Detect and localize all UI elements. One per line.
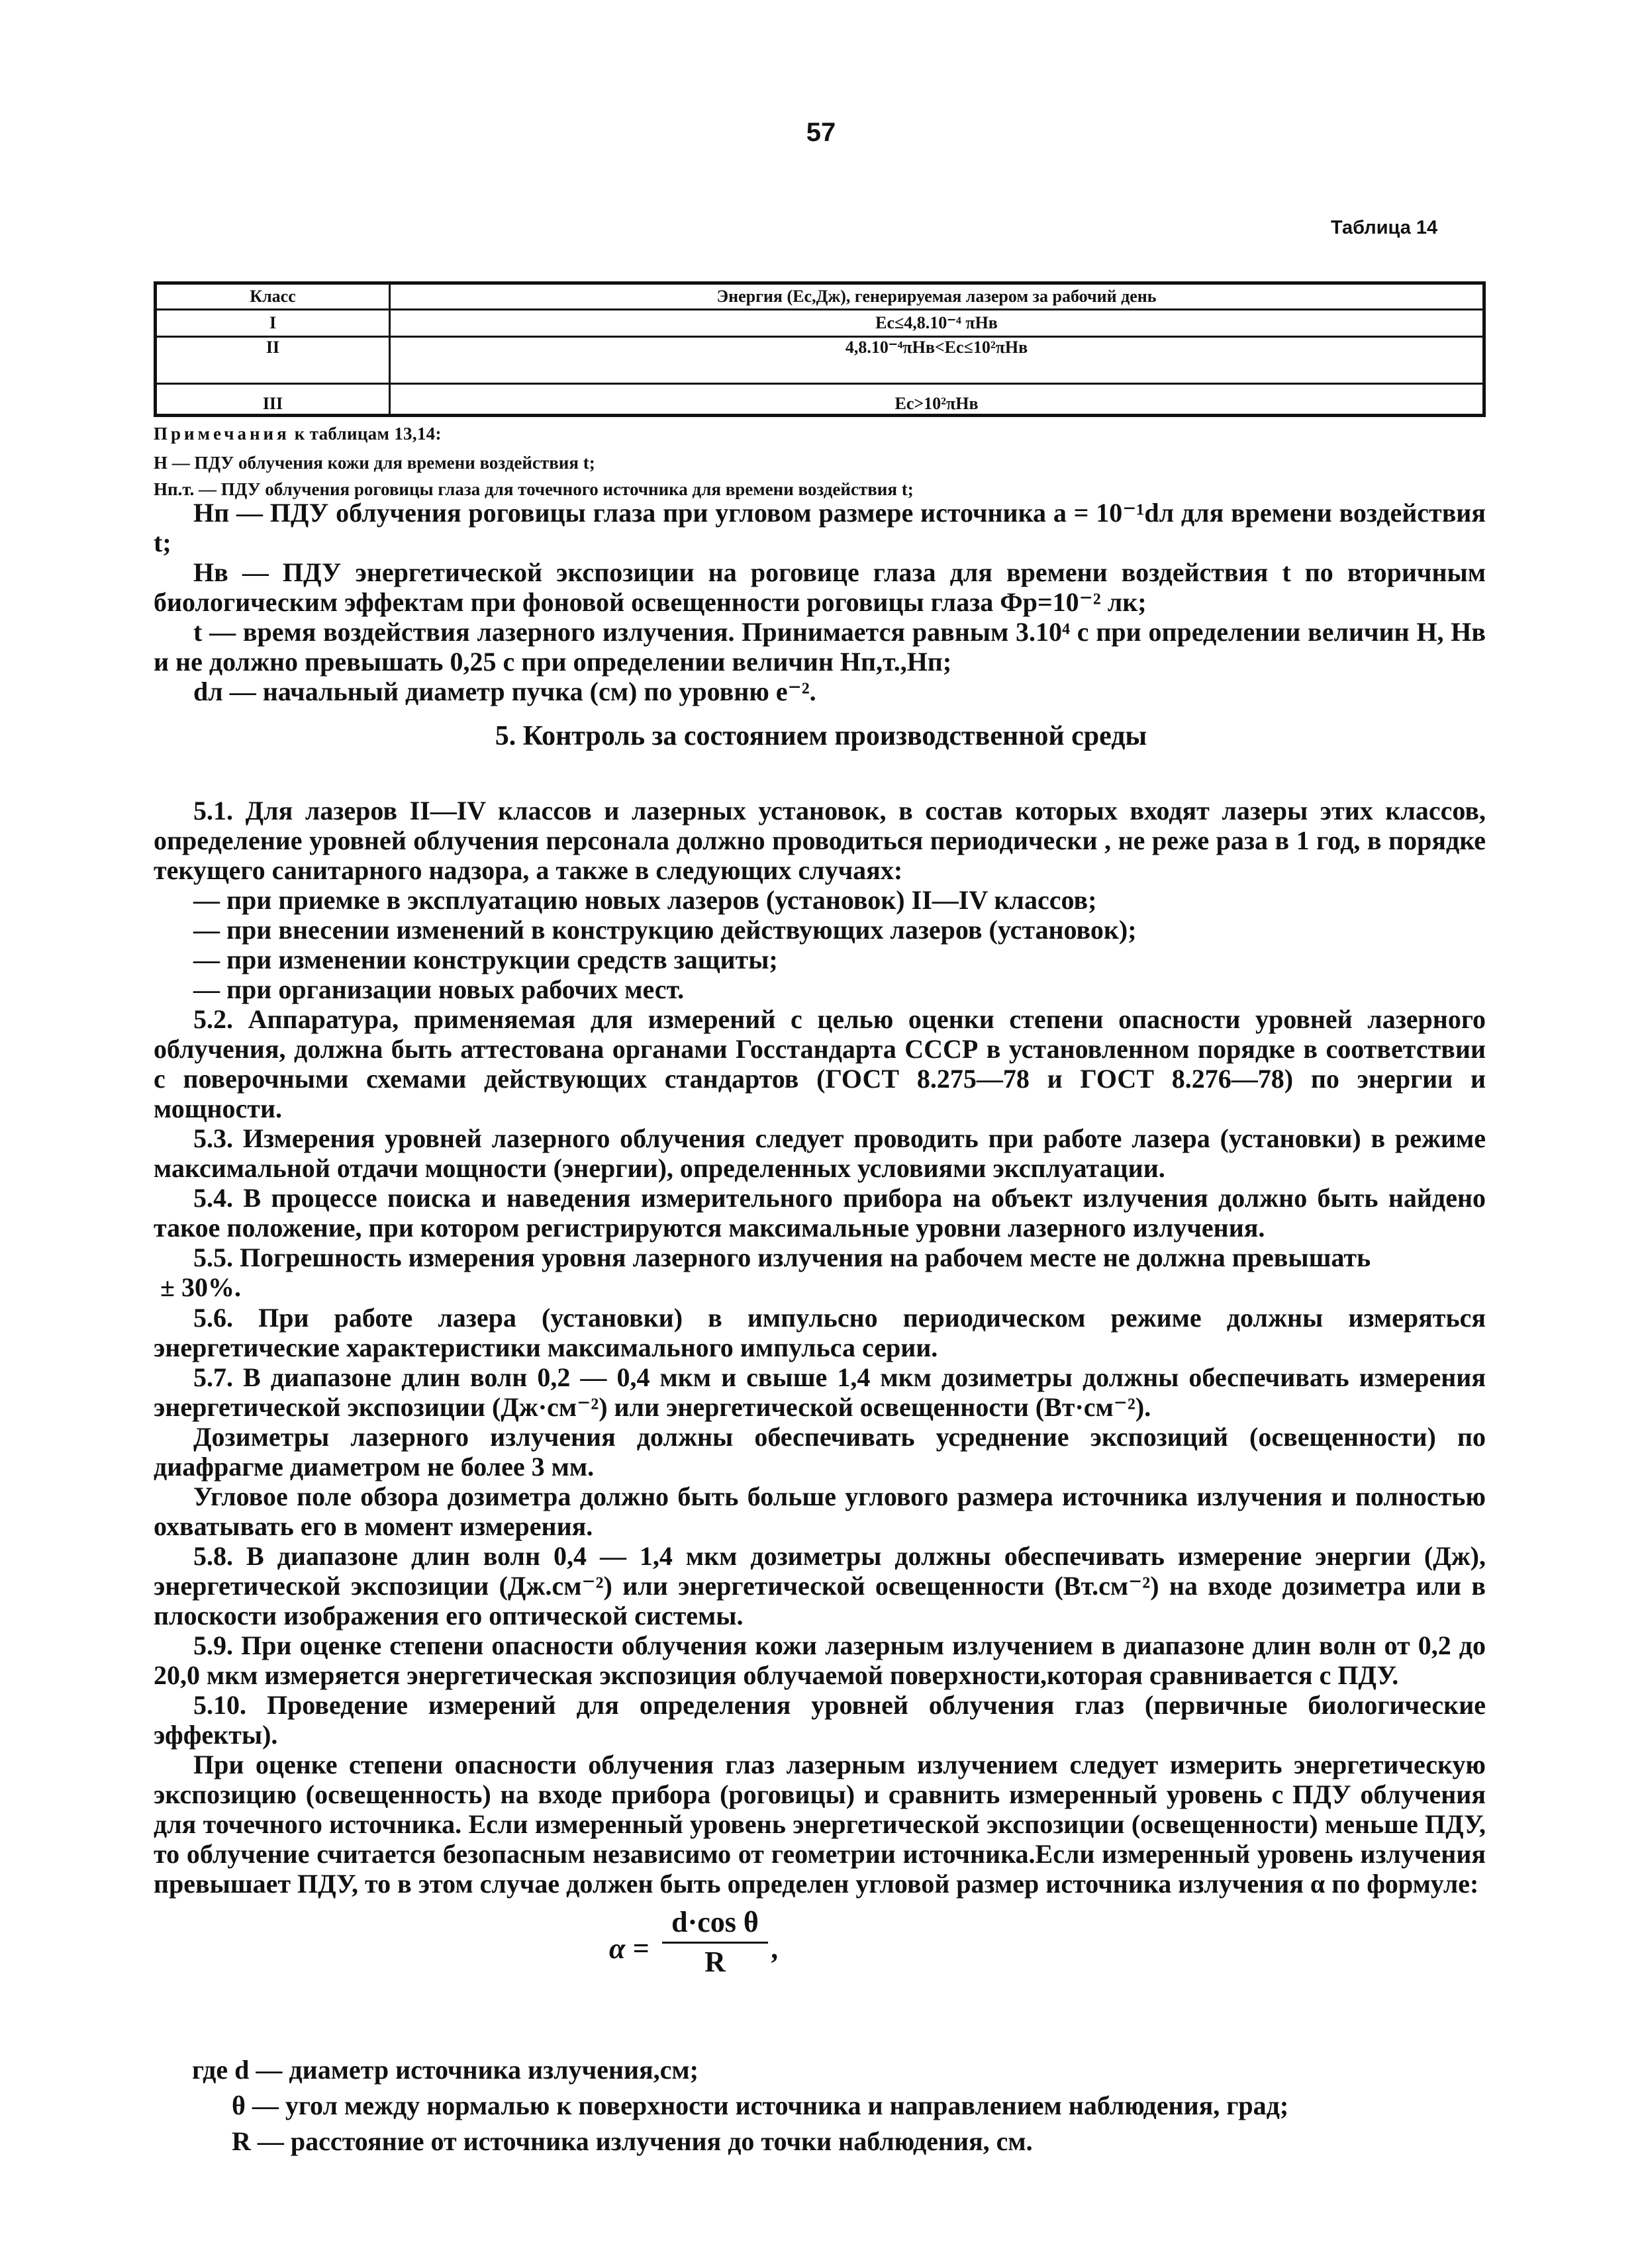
paragraph-5-5-value: ± 30%. — [160, 1272, 241, 1302]
paragraph-5-7-diaphragm: Дозиметры лазерного излучения должны обеспечивать усреднение экспозиций (освещенности) по диафрагме диаметром не более 3 мм. — [154, 1422, 1486, 1482]
table-cell: III — [156, 384, 390, 416]
formula-denominator: R — [704, 1946, 726, 1978]
table-row — [156, 384, 1484, 416]
paragraph-5-3: 5.3. Измерения уровней лазерного облучения следует проводить при работе лазера (установки) в режиме максимальной отдачи мощности (энергии), определенных условиями эксплуатации. — [154, 1123, 1486, 1183]
table-row — [156, 310, 1484, 337]
bullet-item: — при изменении конструкции средств защиты; — [193, 945, 778, 974]
paragraph-5-10: 5.10. Проведение измерений для определения уровней облучения глаз (первичные биологические эффекты). — [154, 1690, 1486, 1750]
note-nb-definition: Нв — ПДУ энергетической экспозиции на роговице глаза для времени воздействия t по вторичным биологическим эффектам при фоновой освещенности роговицы глаза Фр=10⁻² лк; — [154, 557, 1486, 617]
note-t-definition: t — время воздействия лазерного излучения. Принимается равным 3.10⁴ с при определении величин Н, Нв и не должно превышать 0,25 с при определении величин Нп,т.,Нп; — [154, 617, 1486, 677]
notes-heading — [154, 424, 442, 444]
formula-fraction — [662, 1905, 768, 1979]
legend-r: R — расстояние от источника излучения до точки наблюдения, см. — [232, 2126, 1033, 2156]
notes-heading-word: Примечания — [154, 424, 290, 444]
paragraph-5-6: 5.6. При работе лазера (установки) в импульсно периодическом режиме должны измеряться энергетические характеристики максимального импульса серии. — [154, 1303, 1486, 1362]
note-dl-definition: dл — начальный диаметр пучка (см) по уровню e⁻². — [193, 677, 816, 706]
formula-numerator: d·cos θ — [662, 1905, 768, 1944]
notes-body — [154, 498, 1486, 706]
alpha-formula — [609, 1906, 779, 1978]
paragraph-5-9: 5.9. При оценке степени опасности облучения кожи лазерным излучением в диапазоне длин волн от 0,2 до 20,0 мкм измеряется энергетическая экспозиция облучаемой поверхности,которая сравнивается с ПДУ. — [154, 1630, 1486, 1690]
note-hpt-definition: Нп.т. — ПДУ облучения роговицы глаза для точечного источника для времени воздействия t; — [154, 479, 914, 499]
class-energy-table — [154, 281, 1486, 417]
paragraph-5-2: 5.2. Аппаратура, применяемая для измерений с целью оценки степени опасности уровней лазерного облучения, должна быть аттестована органами Госстандарта СССР в установленном порядке в соответствии с поверочными схемами действующих стандартов (ГОСТ 8.275—78 и ГОСТ 8.276—78) по энергии и мощности. — [154, 1004, 1486, 1123]
paragraph-5-4: 5.4. В процессе поиска и наведения измерительного прибора на объект излучения должно быть найдено такое положение, при котором регистрируются максимальные уровни лазерного излучения. — [154, 1183, 1486, 1243]
table-header: Класс — [156, 283, 390, 310]
paragraph-5-7: 5.7. В диапазоне длин волн 0,2 — 0,4 мкм и свыше 1,4 мкм дозиметры должны обеспечивать измерения энергетической экспозиции (Дж·см⁻²) или энергетической освещенности (Вт·см⁻²). — [154, 1362, 1486, 1422]
table-cell: I — [156, 310, 390, 337]
legend-theta: θ — угол между нормалью к поверхности источника и направлением наблюдения, град; — [232, 2091, 1289, 2120]
formula-tail: , — [772, 1932, 779, 1965]
formula-lhs: α = — [609, 1932, 650, 1965]
bullet-item: — при внесении изменений в конструкцию действующих лазеров (установок); — [193, 915, 1137, 945]
notes-heading-rest: к таблицам 13,14: — [289, 424, 442, 444]
note-h-definition: Н — ПДУ облучения кожи для времени воздействия t; — [154, 453, 595, 473]
paragraph-5-5: 5.5. Погрешность измерения уровня лазерного излучения на рабочем месте не должна превышать — [193, 1243, 1371, 1272]
table-cell: II — [156, 337, 390, 384]
formula-legend — [192, 2052, 1288, 2159]
paragraph-5-1: 5.1. Для лазеров II—IV классов и лазерных установок, в состав которых входят лазеры этих классов, определение уровней облучения персонала должно проводиться периодически , не реже раза в 1 год, в порядке текущего санитарного надзора, а также в следующих случаях: — [154, 796, 1486, 885]
page-number: 57 — [806, 118, 836, 147]
paragraph-5-10-text: При оценке степени опасности облучения глаз лазерным излучением следует измерить энергетическую экспозицию (освещенность) на входе прибора (роговицы) и сравнить измеренный уровень с ПДУ облучения для точечного источника. Если измеренный уровень энергетической экспозиции (освещенности) меньше ПДУ, то облучение считается безопасным независимо от геометрии источника.Если измеренный уровень излучения превышает ПДУ, то в этом случае должен быть определен угловой размер источника излучения α по формуле: — [154, 1750, 1486, 1899]
paragraph-5-7-field: Угловое поле обзора дозиметра должно быть больше углового размера источника излучения и полностью охватывать его в момент измерения. — [154, 1482, 1486, 1541]
section-body-1 — [154, 796, 1486, 1302]
legend-d: где d — диаметр источника излучения,см; — [192, 2055, 699, 2085]
section-body-2 — [154, 1303, 1486, 1899]
table-cell: Ec≤4,8.10⁻⁴ πHв — [390, 310, 1484, 337]
section-title: 5. Контроль за состоянием производственной среды — [495, 721, 1147, 751]
bullet-item: — при организации новых рабочих мест. — [193, 974, 685, 1004]
table-header-row — [156, 283, 1484, 310]
note-np-definition: Нп — ПДУ облучения роговицы глаза при угловом размере источника a = 10⁻¹dл для времени воздействия t; — [154, 498, 1486, 557]
table-row — [156, 337, 1484, 384]
table-caption: Таблица 14 — [1331, 217, 1438, 238]
table-cell: Ec>10²πHв — [390, 384, 1484, 416]
table-header: Энергия (Ec,Дж), генерируемая лазером за рабочий день — [390, 283, 1484, 310]
bullet-item: — при приемке в эксплуатацию новых лазеров (установок) II—IV классов; — [193, 885, 1097, 915]
paragraph-5-8: 5.8. В диапазоне длин волн 0,4 — 1,4 мкм дозиметры должны обеспечивать измерение энергии (Дж), энергетической экспозиции (Дж.см⁻²) или энергетической освещенности (Вт.см⁻²) на входе дозиметра или в плоскости изображения его оптической системы. — [154, 1541, 1486, 1630]
table-cell: 4,8.10⁻⁴πHв<Ec≤10²πHв — [390, 337, 1484, 384]
